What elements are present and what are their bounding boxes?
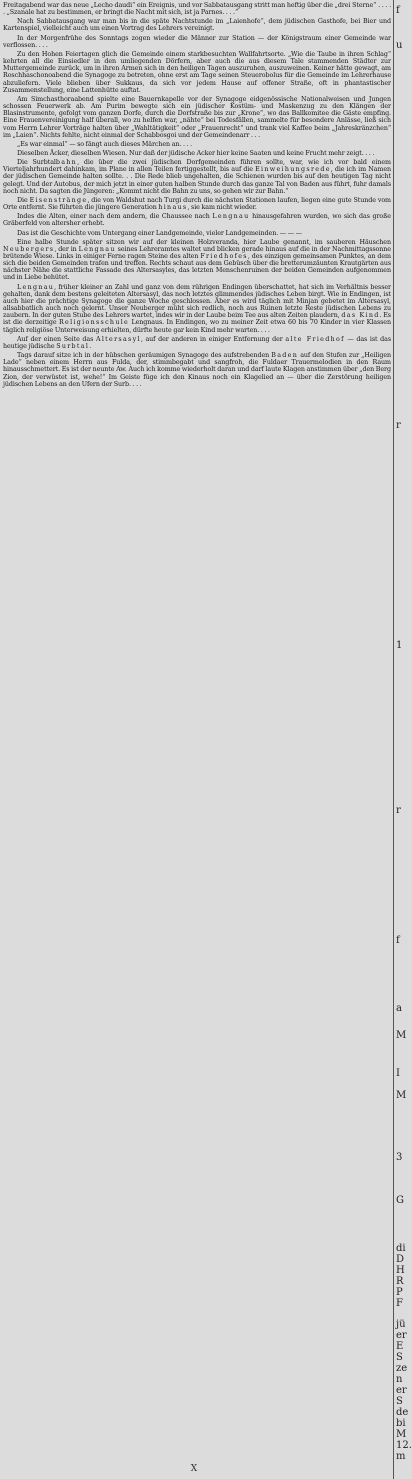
emphasized-text: Lengnau	[17, 283, 55, 291]
adjacent-text-fragment: I	[396, 1068, 400, 1079]
article-paragraph	[3, 352, 391, 388]
column-divider	[393, 0, 394, 1479]
emphasized-text: das Kind	[341, 312, 380, 320]
paragraph-text: Freitagabend war das neue „Lecho daudi“ ein Ereignis, und vor Sabbatausgang stritt man heftig über die „drei Sterne“ . . . . . „Szanale hat zu bestimmen, er bringt die Nacht mit sich, ist ja Parnes. . . .“	[3, 2, 391, 17]
article-paragraph	[3, 2, 391, 16]
paragraph-text: hinausgefahren wurden, wo sich das große Gräberfeld von altersher erhebt.	[3, 213, 391, 228]
adjacent-text-fragment: G	[396, 1195, 404, 1206]
article-paragraph	[3, 51, 391, 94]
paragraph-text: , die über die zwei jüdischen Dorfgemeinden führen sollte, war, wie ich vor bald einem Vierteljahrhundert dahinkam, im Plane in allen Teilen fertiggestellt, bis auf die	[3, 159, 391, 174]
paragraph-text: , sie kam nicht wieder.	[187, 204, 257, 212]
paragraph-text: , die von Waldshut nach Turgi durch die nächsten Stationen laufen, liegen eine gute Stunde vom Orte entfernt. Sie führten die jüngere Generation	[3, 196, 391, 212]
emphasized-text: Lengnau	[78, 245, 116, 253]
emphasized-text: Lengnau	[212, 213, 250, 221]
emphasized-text: Religionsschule	[58, 319, 130, 327]
paragraph-text: , des einzigen gemeinsamen Punktes, an dem sich die beiden Gemeinden trafen und treffen. Rechts schaut aus dem Gebüsch über die bretterumzäunten Krautgärten aus nächster Nähe die stattliche Fassade des Altersasyles, das letzten Menschenruinen der beiden Gemeinden aufgenommen und in Liebe behütet.	[3, 253, 391, 282]
emphasized-text: Eisenstränge	[29, 196, 88, 204]
emphasized-text: hinaus	[158, 204, 188, 212]
adjacent-text-fragment: P	[396, 1287, 403, 1298]
emphasized-text: Surbtal	[56, 342, 90, 350]
adjacent-text-fragment: r	[396, 420, 401, 431]
paragraph-text: Lengnaus. In Endingen, wo zu meiner Zeit etwa 60 bis 70 Kinder in vier Klassen täglich religiöse Unterweisung erhielten, dürfte heute gar kein Kind mehr warten. . . .	[3, 319, 391, 334]
article-paragraph	[3, 96, 391, 139]
emphasized-text: Baden	[271, 352, 299, 360]
article-paragraph	[3, 230, 391, 237]
paragraph-text: In der Morgenfrühe des Sonntags zogen wieder die Männer zur Station — der Königstraum einer Gemeinde war verflossen. . . .	[3, 34, 391, 49]
adjacent-text-fragment: S	[396, 1352, 403, 1363]
adjacent-text-fragment: ze	[396, 1363, 408, 1374]
adjacent-text-fragment: M	[396, 1429, 407, 1440]
adjacent-text-fragment: R	[396, 1276, 404, 1287]
article-paragraph	[3, 284, 391, 334]
adjacent-text-fragment: F	[396, 1298, 403, 1309]
adjacent-text-fragment: er	[396, 1330, 407, 1341]
adjacent-text-fragment: di	[396, 1243, 406, 1254]
paragraph-text: Die Surbtal	[17, 159, 56, 167]
paragraph-text: , auf der anderen in einiger Entfernung der	[140, 335, 286, 343]
adjacent-text-fragment: n	[396, 1374, 403, 1385]
article-paragraph	[3, 35, 391, 49]
emphasized-text: Einweihungsrede	[255, 166, 331, 174]
paragraph-text: seines Lehreramtes waltet und blicken gerade hinaus auf die in der Nachmittagssonne brütende Wiese. Links in einiger Ferne ragen Steine des alten	[3, 245, 391, 260]
article-paragraph	[3, 150, 391, 157]
page-footer-mark: X	[190, 1464, 198, 1474]
adjacent-text-fragment: de	[396, 1407, 409, 1418]
article-paragraph	[3, 197, 391, 211]
emphasized-text: Neubergers	[3, 245, 55, 253]
emphasized-text: bahn	[55, 159, 78, 167]
paragraph-text: , die ich im Namen der jüdischen Gemeinde halten sollte. . . Die Rede blieb ungehalten, die Schienen wurden bis auf den heutigen Tag nicht gelegt. Und der Autobus, der mich jetzt in einer guten halben Stunde durch das ganze Tal von Baden aus führt, fuhr damals noch nicht. Da sagten die Jüngeren: „Kommt nicht die Bahn zu uns, so gehen wir zur Bahn.“	[3, 166, 391, 195]
paragraph-text: „Es war einmal“ — so fängt auch dieses Märchen an. . . .	[17, 140, 193, 148]
paragraph-text: , der in	[54, 245, 79, 253]
paragraph-text: Eine halbe Stunde später sitzen wir auf der kleinen Holzveranda, hier Laube genannt, im sauberen Häuschen	[17, 238, 391, 246]
adjacent-text-fragment: er	[396, 1385, 407, 1396]
paragraph-text: auf den Stufen zur „Heiligen Lade“ neben einem Herrn aus Fulda, der, stimmbegabt und sangfroh, die Fuldaer Trauermelodien in den Raum hinausschmettert. Es ist der neunte Aw. Auch ich komme wiederholt daran und darf laute Klagen anstimmen über „den Berg Zion, der verwüstet ist, wehe!“ Im Geiste füge ich den Kinaus noch ein Klagelied an — über die Zerstörung heiligen jüdischen Lebens an den Ufern der Surb. . . .	[3, 352, 391, 388]
adjacent-text-fragment: M	[396, 1090, 407, 1101]
adjacent-text-fragment: a	[396, 1003, 402, 1014]
article-paragraph	[3, 213, 391, 227]
adjacent-text-fragment: 1	[396, 640, 403, 651]
adjacent-column-fragment	[396, 0, 412, 1479]
adjacent-text-fragment: E	[396, 1341, 404, 1352]
adjacent-text-fragment: f	[396, 5, 400, 16]
adjacent-text-fragment: f	[396, 935, 400, 946]
paragraph-text: Zu den Hohen Feiertagen glich die Gemeinde einem starkbesuchten Wallfahrtsorte. „Wie die Taube in ihren Schlag“ kehrten all die Einsiedler in den umliegenden Dörfern, aber auch die aus diesem Tale stammenden Städter zur Muttergemeinde zurück, um in ihren Armen sich in den heiligen Tagen auszuruhen, auszuweinen. Keiner hätte gewagt, am Roschhaschonoabend die Synagoge zu betreten, ohne erst am Tage seinen Steuerobolus für die Gemeinde im Lehrerhause abzuliefern. Viele blieben über Sukkaus, da sich vor jedem Hause auf offener Straße, oft in phantastischer Zusammenstellung, eine Lattenhütte auftat.	[3, 50, 391, 94]
adjacent-text-fragment: H	[396, 1265, 405, 1276]
article-column	[3, 2, 391, 1479]
adjacent-text-fragment: S	[396, 1396, 403, 1407]
adjacent-text-fragment: m	[396, 1451, 406, 1462]
paragraph-text: Tags darauf sitze ich in der hübschen geräumigen Synagoge des aufstrebenden	[17, 352, 272, 360]
adjacent-text-fragment: bi	[396, 1418, 406, 1429]
paragraph-text: Am Simchasthoraabend spielte eine Bauernkapelle vor der Synagoge eidgenössische Nationalweisen und Jungen schossen Feuerwerk ab. Am Purim bewegte sich ein jüdischer Kostüm- und Maskenzug zu den Klängen der Blasinstrumente, gefolgt vom ganzen Dorfe, durch die Dorfstraße bis zur „Krone“, wo das Ballkomitee die Gäste empfing. Eine Frauenvereinigung half überall, wo zu helfen war, „nähte“ bei Todesfällen, sammelte für besondere Anlässe, ließ sich vom Herrn Lehrer Vorträge halten über „Wahltätigkeit“ oder „Frauenrecht“ und trank viel Kaffee beim „Jahreskränzchen“ im „Laien“. Nichts fehlte, nicht einmal der Schabbosgoi und der Gemeindenarr . . .	[3, 95, 391, 139]
emphasized-text: alte Friedhof	[285, 335, 345, 343]
paragraph-text: — das ist das heutige jüdische	[3, 335, 392, 350]
emphasized-text: Altersasyl	[95, 335, 141, 343]
paragraph-text: Das ist die Geschichte vom Untergang einer Landgemeinde, vieler Landgemeinden. — — —	[17, 229, 302, 237]
adjacent-text-fragment: M	[396, 1030, 407, 1041]
adjacent-text-fragment: u	[396, 40, 403, 51]
article-paragraph	[3, 239, 391, 282]
paragraph-text: Nach Sabbatausgang war man bis in die späte Nachtstunde im „Laienhofe“, dem jüdischen Gasthofe, bei Bier und Kartenspiel, vielleicht auch um einen Vortrag des Lehrers vereinigt.	[3, 18, 391, 33]
paragraph-text: Dieselben Äcker, dieselben Wiesen. Nur daß der jüdische Acker hier keine Saaten und keine Frucht mehr zeigt. . . .	[17, 149, 375, 157]
emphasized-text: Friedhofes	[200, 253, 248, 260]
article-paragraph	[3, 141, 391, 148]
adjacent-text-fragment: r	[396, 805, 401, 816]
adjacent-text-fragment: 3	[396, 1152, 403, 1163]
paragraph-text: .	[89, 342, 92, 350]
article-paragraph	[3, 336, 391, 350]
adjacent-text-fragment: D	[396, 1254, 405, 1265]
paragraph-text: , früher kleiner an Zahl und ganz von dem rührigen Endingen überschattet, hat sich im Verhältnis besser gehalten, dank dem bestens geleiteten Altersasyl, das noch letztes glimmendes jüdisches Leben birgt. Wie in Endingen, ist auch hier die prächtige Synagoge die ganze Woche geschlossen. Aber es wird täglich mit Minjan gebetet im Altersasyl, allsabbatlich auch noch gelernt. Unser Neuberger müht sich redlich, noch aus Ruinen letzte Reste jüdischen Lebens zu zaubern. In der guten Stube des Lehrers wartet, indes wir in der Laube beim Tee aus alten Zeiten plaudern,	[3, 283, 391, 320]
paragraph-text: Auf der einen Seite das	[17, 335, 96, 343]
article-paragraph	[3, 18, 391, 32]
adjacent-text-fragment: 12.	[396, 1440, 412, 1451]
article-paragraph	[3, 159, 391, 195]
paragraph-text: . Es ist die derzeitige	[3, 312, 391, 327]
adjacent-text-fragment: jü	[396, 1319, 406, 1330]
paragraph-text: Die	[17, 196, 30, 204]
paragraph-text: Indes die Alten, einer nach dem andern, die Chaussee nach	[17, 213, 213, 221]
